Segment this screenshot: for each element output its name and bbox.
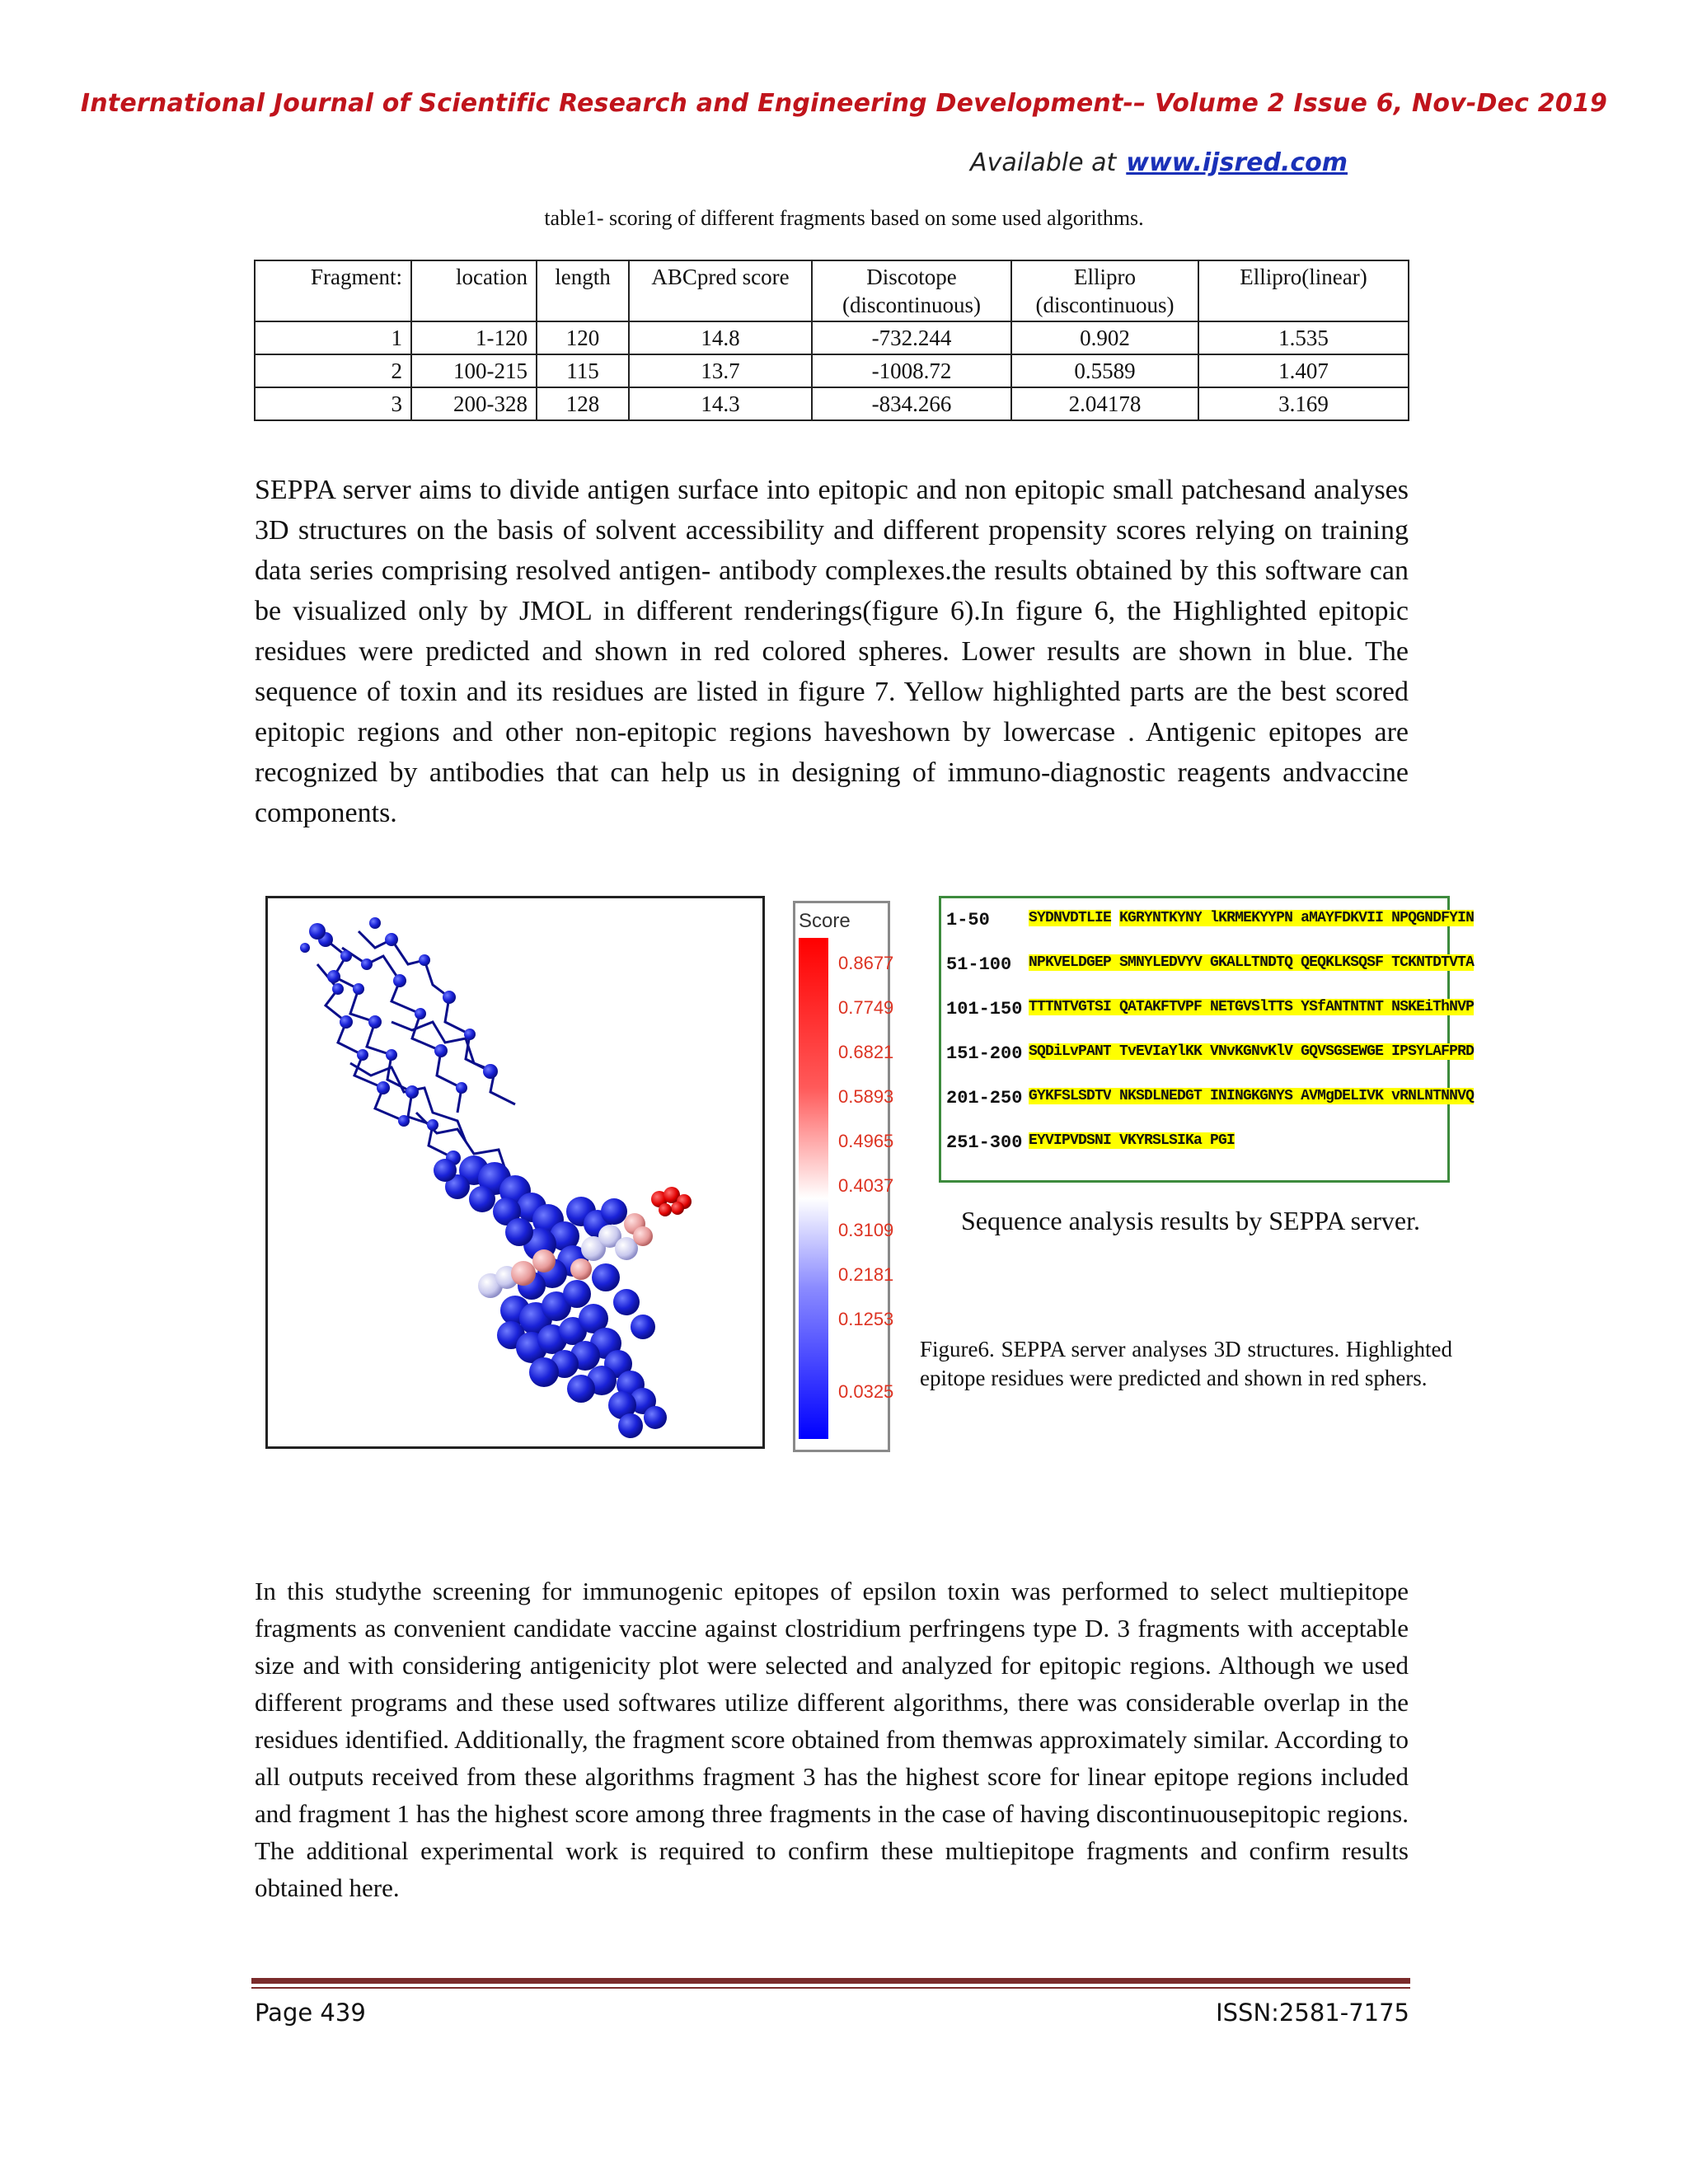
- cell-abcpred: 13.7: [629, 354, 812, 387]
- header-length: length: [537, 260, 629, 321]
- cell-length: 115: [537, 354, 629, 387]
- sequence-residues: [1029, 1043, 1474, 1060]
- cell-location: 200-328: [411, 387, 537, 420]
- header-discotope: Discotope (discontinuous): [812, 260, 1011, 321]
- score-tick: 0.8677: [838, 953, 894, 973]
- score-tick: 0.2181: [838, 1264, 894, 1285]
- score-tick: 0.0325: [838, 1381, 894, 1402]
- availability-line: [970, 148, 1348, 177]
- body-paragraph-conclusion: In this studythe screening for immunogenic epitopes of epsilon toxin was performed to select multiepitope fragments as convenient candidate vaccine against clostridium perfringens type D. 3 fragments with acceptable size and with considering antigenicity plot were selected and analyzed for epitopic regions. Although we used different programs and these used softwares utilize different algorithms, there was considerable overlap in the residues identified. Additionally, the fragment score obtained from themwas approximately similar. According to all outputs received from these algorithms fragment 3 has the highest score for linear epitope regions included and fragment 1 has the highest score among three fragments in the case of having discontinuousepitopic regions. The additional experimental work is required to confirm these multiepitope fragments and confirm results obtained here.: [255, 1577, 1409, 1902]
- scoring-table: [254, 260, 1409, 421]
- sequence-residues: [1029, 954, 1474, 971]
- cell-ellipro-linear: 1.535: [1198, 321, 1409, 354]
- sequence-segment: [1111, 910, 1119, 926]
- highlighted-epitope: lKRMEKYYPN: [1202, 910, 1293, 926]
- highlighted-epitope: GYKFSLSDTV: [1029, 1088, 1112, 1104]
- table-row: [255, 354, 1409, 387]
- highlighted-epitope: SYDNVDTLIE: [1029, 910, 1112, 926]
- cell-fragment: 2: [255, 354, 411, 387]
- cell-location: 1-120: [411, 321, 537, 354]
- figure-caption: Figure6. SEPPA server analyses 3D structures. Highlighted epitope residues were predicted and shown in red sphers.: [920, 1337, 1452, 1390]
- table-caption: table1- scoring of different fragments based on some used algorithms.: [544, 206, 1144, 230]
- cell-location: 100-215: [411, 354, 537, 387]
- sequence-range: 51-100: [946, 954, 1012, 975]
- molecule-render: [268, 898, 762, 1446]
- footer-rule-thin: [251, 1987, 1410, 1989]
- sequence-row: [941, 1038, 1475, 1071]
- highlighted-epitope: KGRYNTKYNY: [1119, 910, 1203, 926]
- sequence-residues: [1029, 910, 1474, 926]
- score-legend: [793, 901, 894, 1452]
- cell-ellipro-disc: 2.04178: [1011, 387, 1198, 420]
- sequence-row: [941, 1083, 1475, 1116]
- header-ellipro-linear: Ellipro(linear): [1198, 260, 1409, 321]
- highlighted-epitope: TvEVIaYlKK VNvKGNvKlV GQVSGSEWGE IPSYLAFPRD: [1111, 1043, 1475, 1060]
- sequence-residues: [1029, 1088, 1474, 1104]
- cell-abcpred: 14.8: [629, 321, 812, 354]
- highlighted-epitope: VKYRSLSIKa PGI: [1111, 1132, 1236, 1149]
- sequence-range: 1-50: [946, 910, 990, 930]
- highlighted-epitope: NKSDLNEDGT ININGKGNYS AVMgDELIVK vRNLNTNNVQ: [1111, 1088, 1475, 1104]
- sequence-residues: [1029, 999, 1474, 1015]
- cell-length: 120: [537, 321, 629, 354]
- sequence-panel: [939, 896, 1475, 1183]
- table-header-row: [255, 260, 1409, 321]
- score-gradient-bar: [799, 938, 828, 1439]
- sequence-caption: Sequence analysis results by SEPPA server.: [961, 1206, 1420, 1235]
- stick-region: [317, 931, 515, 1174]
- score-tick: 0.3109: [838, 1220, 894, 1240]
- molecule-structure-image: [265, 896, 765, 1449]
- highlighted-epitope: EYVIPVDSNI: [1029, 1132, 1112, 1149]
- score-tick: 0.6821: [838, 1042, 894, 1062]
- cell-fragment: 3: [255, 387, 411, 420]
- table-row: [255, 387, 1409, 420]
- journal-header: International Journal of Scientific Research and Engineering Development-– Volume 2 Issue 6, Nov-Dec 2019: [80, 89, 1608, 118]
- cell-ellipro-linear: 1.407: [1198, 354, 1409, 387]
- sphere-region-red: [651, 1187, 692, 1216]
- score-tick: 0.4965: [838, 1131, 894, 1151]
- sequence-range: 201-250: [946, 1088, 1023, 1108]
- highlighted-epitope: NPKVELDGEP: [1029, 954, 1112, 971]
- page-number: Page 439: [255, 1999, 366, 2027]
- highlighted-epitope: SMNYLEDVYV GKALLTNDTQ QEQKLKSQSF TCKNTDTVTA: [1111, 954, 1475, 971]
- score-tick: 0.1253: [838, 1309, 894, 1329]
- footer-rule: [251, 1978, 1410, 1984]
- sequence-row: [941, 994, 1475, 1027]
- journal-link[interactable]: www.ijsred.com: [1126, 148, 1348, 177]
- score-tick: 0.4037: [838, 1175, 894, 1196]
- cell-discotope: -1008.72: [812, 354, 1011, 387]
- table-row: [255, 321, 1409, 354]
- sequence-row: [941, 949, 1475, 982]
- body-paragraph-seppa: SEPPA server aims to divide antigen surface into epitopic and non epitopic small patchesand analyses 3D structures on the basis of solvent accessibility and different propensity scores relying on training data series comprising resolved antigen- antibody complexes.the results obtained by this software can be visualized only by JMOL in different renderings(figure 6).In figure 6, the Highlighted epitopic residues were predicted and shown in red colored spheres. Lower results are shown in blue. The sequence of toxin and its residues are listed in figure 7. Yellow highlighted parts are the best scored epitopic regions and other non-epitopic regions haveshown by lowercase . Antigenic epitopes are recognized by antibodies that can help us in designing of immuno-diagnostic reagents andvaccine components.: [255, 475, 1409, 828]
- header-abcpred: ABCpred score: [629, 260, 812, 321]
- score-tick: 0.5893: [838, 1086, 894, 1107]
- sequence-range: 251-300: [946, 1132, 1023, 1153]
- available-label: Available at: [970, 148, 1117, 177]
- header-fragment: Fragment:: [255, 260, 411, 321]
- cell-ellipro-disc: 0.5589: [1011, 354, 1198, 387]
- sequence-row: [941, 1127, 1444, 1160]
- cell-fragment: 1: [255, 321, 411, 354]
- cell-length: 128: [537, 387, 629, 420]
- score-legend-title: Score: [799, 910, 851, 932]
- cell-discotope: -732.244: [812, 321, 1011, 354]
- issn: ISSN:2581-7175: [1216, 1999, 1409, 2027]
- highlighted-epitope: QATAKFTVPF NETGVSlTTS YSfANTNTNT NSKEiThNVP: [1111, 999, 1475, 1015]
- sequence-range: 101-150: [946, 999, 1023, 1019]
- highlighted-epitope: aMAYFDKVII: [1292, 910, 1384, 926]
- highlighted-epitope: SQDiLvPANT: [1029, 1043, 1112, 1060]
- highlighted-epitope: NPQGNDFYIN: [1383, 910, 1475, 926]
- cell-ellipro-disc: 0.902: [1011, 321, 1198, 354]
- sequence-row: [941, 905, 1475, 938]
- header-ellipro-disc: Ellipro (discontinuous): [1011, 260, 1198, 321]
- cell-ellipro-linear: 3.169: [1198, 387, 1409, 420]
- cell-discotope: -834.266: [812, 387, 1011, 420]
- sequence-residues: [1029, 1132, 1235, 1149]
- sequence-range: 151-200: [946, 1043, 1023, 1064]
- cell-abcpred: 14.3: [629, 387, 812, 420]
- sphere-region-blue: [434, 1155, 667, 1438]
- header-location: location: [411, 260, 537, 321]
- score-tick: 0.7749: [838, 997, 894, 1018]
- highlighted-epitope: TTTNTVGTSI: [1029, 999, 1112, 1015]
